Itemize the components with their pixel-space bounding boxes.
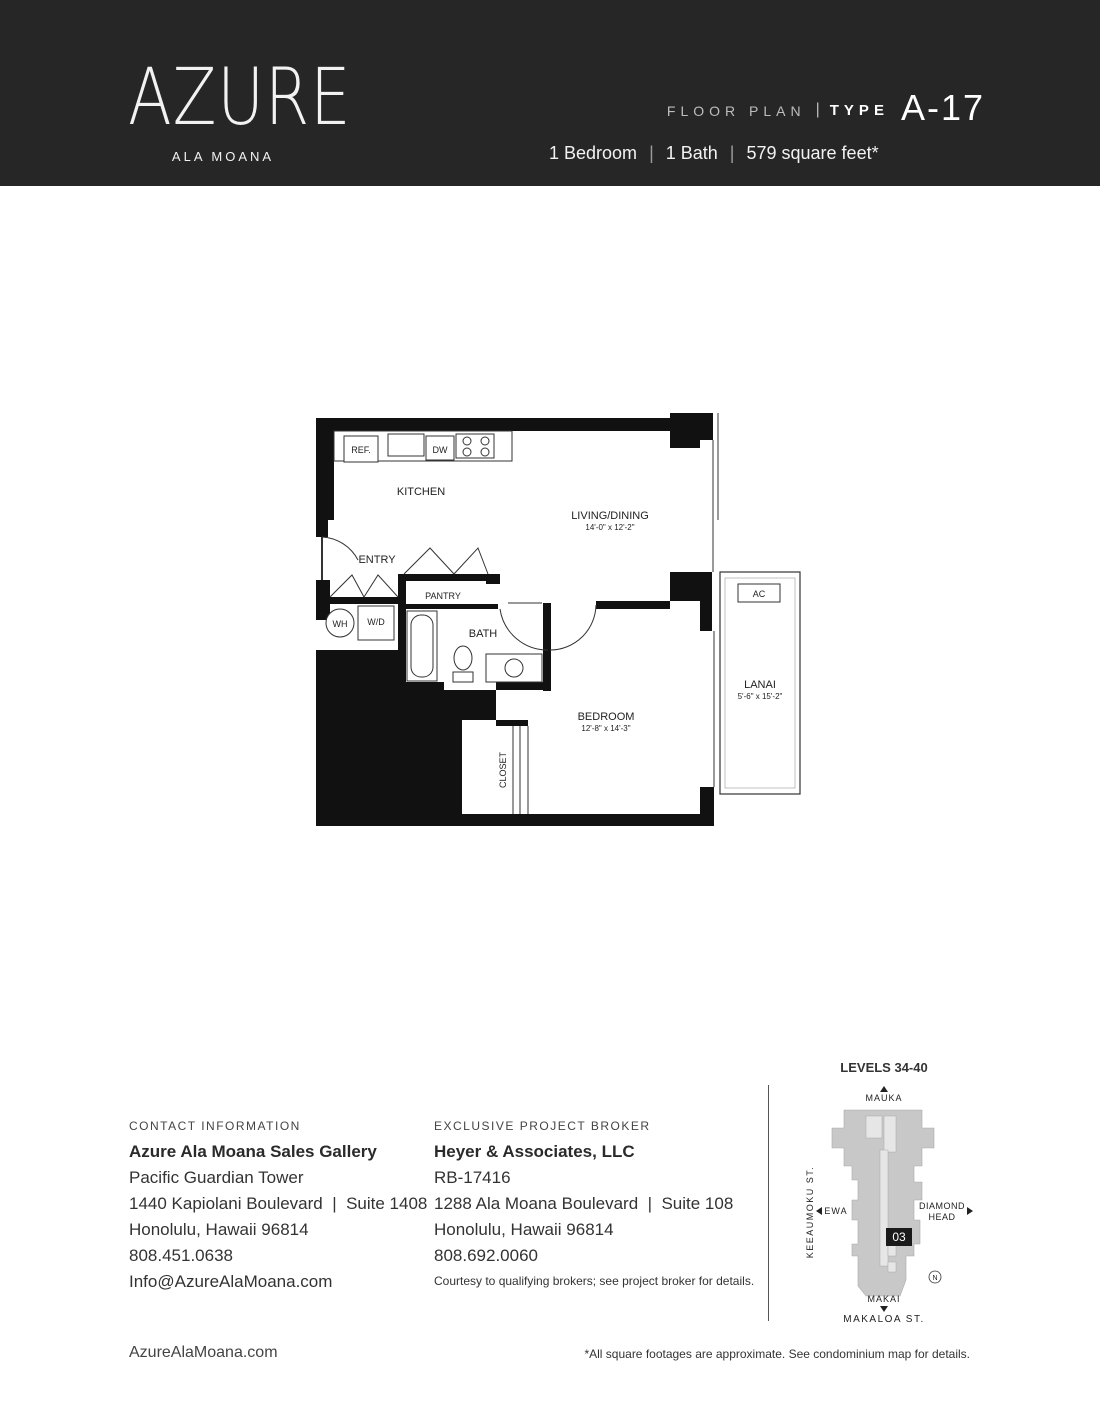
broker-name: Heyer & Associates, LLC [434, 1142, 635, 1161]
sink [388, 434, 424, 456]
mauka-label: MAUKA [865, 1093, 903, 1103]
closet-wall [496, 720, 528, 726]
square-feet: 579 square feet* [746, 143, 879, 163]
ac-label: AC [752, 589, 766, 599]
toilet [454, 646, 472, 670]
wd-label: W/D [367, 617, 385, 627]
title-separator: | [815, 101, 820, 118]
ref-label: REF. [351, 445, 371, 455]
pantry-wall-right [486, 574, 500, 584]
makai-arrow [880, 1306, 888, 1312]
broker-block [434, 1117, 754, 1291]
broker-line2: 1288 Ala Moana Boulevard | Suite 108 [434, 1194, 734, 1213]
diamond-label: DIAMOND [919, 1201, 965, 1211]
bedroom-label: BEDROOM [577, 711, 635, 723]
contact-line2: 1440 Kapiolani Boulevard | Suite 1408 [129, 1194, 428, 1213]
bath-label: BATH [468, 628, 498, 640]
contact-heading: CONTACT INFORMATION [129, 1119, 301, 1133]
contact-name: Azure Ala Moana Sales Gallery [129, 1142, 377, 1161]
mauka-arrow [880, 1086, 888, 1092]
pantry-wall-top [404, 574, 500, 581]
north-label: N [932, 1275, 938, 1282]
broker-heading: EXCLUSIVE PROJECT BROKER [434, 1119, 651, 1133]
living-label: LIVING/DINING [571, 510, 649, 522]
type-code: A-17 [900, 87, 985, 128]
right-column [670, 572, 712, 631]
bath-wall-right [543, 603, 551, 691]
pantry-wall-left [398, 574, 404, 604]
broker-note: Courtesy to qualifying brokers; see project broker for details. [434, 1274, 755, 1288]
contact-block [129, 1117, 427, 1295]
dw-label: DW [432, 445, 448, 455]
kitchen-label: KITCHEN [396, 486, 446, 498]
levels-label: LEVELS 34-40 [840, 1060, 928, 1075]
entry-label: ENTRY [358, 554, 396, 566]
bedroom-count: 1 Bedroom [549, 143, 638, 163]
contact-line1: Pacific Guardian Tower [129, 1168, 304, 1187]
wh-label: WH [332, 619, 348, 629]
head-label: HEAD [928, 1212, 956, 1222]
bedroom-top-wall [596, 601, 670, 609]
bath-count: 1 Bath [665, 143, 718, 163]
contact-line3: Honolulu, Hawaii 96814 [129, 1220, 309, 1239]
makai-label: MAKAI [867, 1294, 901, 1304]
type-label: TYPE [829, 102, 889, 119]
living-dims: 14'-0" x 12'-2" [585, 523, 635, 532]
floor-plan [300, 400, 820, 840]
makaloa-label: MAKALOA ST. [843, 1314, 925, 1325]
spec-divider: | [649, 143, 654, 163]
top-right-wall [512, 413, 713, 448]
spec-divider: | [729, 143, 735, 163]
bedroom-dims: 12'-8" x 14'-3" [581, 724, 631, 733]
website-link[interactable]: AzureAlaMoana.com [129, 1344, 278, 1361]
plan-title [667, 86, 985, 126]
unit-specs [549, 143, 879, 164]
lanai-label: LANAI [744, 679, 776, 691]
bath-wall-bottom [496, 682, 551, 690]
unit-number: 03 [892, 1230, 906, 1244]
footnote: *All square footages are approximate. See condominium map for details. [584, 1347, 970, 1361]
bath-fixtures [407, 611, 542, 682]
laundry-wall-top [316, 597, 404, 604]
brand-sublogo: ALA MOANA [171, 149, 275, 164]
broker-phone[interactable]: 808.692.0060 [434, 1246, 538, 1265]
contact-email[interactable]: Info@AzureAlaMoana.com [129, 1272, 333, 1291]
floor-plan-label: FLOOR PLAN [666, 103, 806, 119]
ewa-label: EWA [824, 1206, 848, 1216]
lanai-dims: 5'-6" x 15'-2" [737, 692, 783, 701]
bath-wall-top [404, 604, 498, 609]
windows [713, 413, 720, 787]
keeaumoku-label: KEEAUMOKU ST. [805, 1165, 815, 1259]
bottom-right-corner [700, 787, 714, 826]
closet-label: CLOSET [498, 751, 508, 789]
broker-line1: RB-17416 [434, 1168, 511, 1187]
bottom-wall [462, 814, 714, 826]
vertical-divider [768, 1085, 769, 1321]
ewa-arrow [816, 1207, 822, 1215]
broker-line3: Honolulu, Hawaii 96814 [434, 1220, 614, 1239]
brand-logo: AZURE [128, 53, 352, 143]
contact-phone[interactable]: 808.451.0638 [129, 1246, 233, 1265]
diamond-head-arrow [967, 1207, 973, 1215]
site-map [790, 1058, 990, 1333]
pantry-label: PANTRY [425, 591, 461, 601]
header-band [0, 0, 1100, 186]
